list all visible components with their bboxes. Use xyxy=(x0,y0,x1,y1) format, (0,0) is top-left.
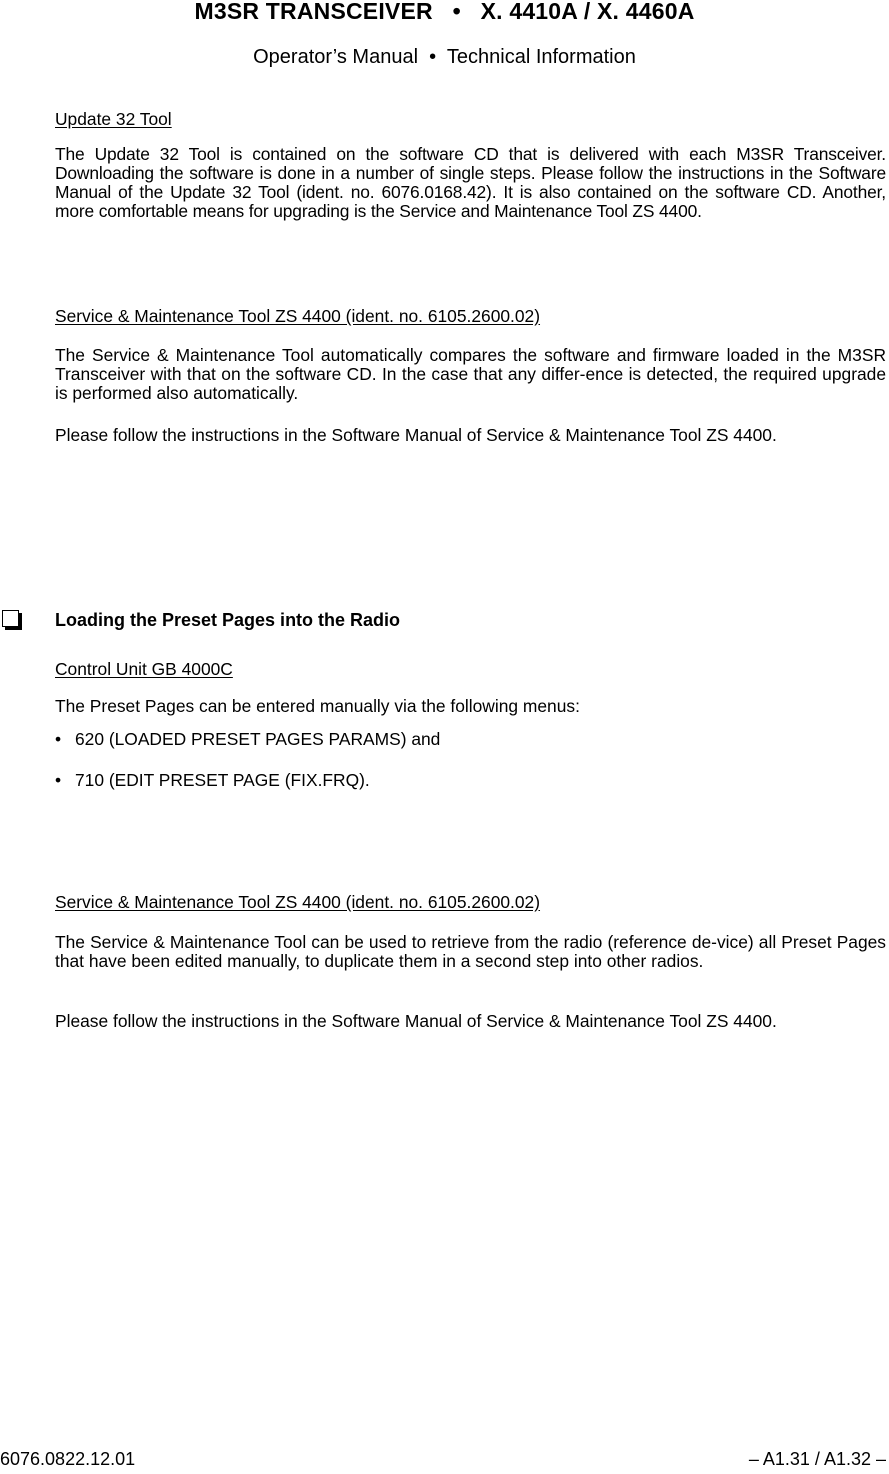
preset-section-heading: Loading the Preset Pages into the Radio xyxy=(55,610,401,630)
update-tool-heading xyxy=(55,110,886,129)
smt-paragraph-1b: Please follow the instructions in the Software Manual of Service & Maintenance Tool ZS 4400. xyxy=(55,425,777,445)
bullet-item xyxy=(55,730,440,749)
bullet-text: 620 (LOADED PRESET PAGES PARAMS) and xyxy=(75,729,441,749)
checkbox-bullet-icon xyxy=(2,610,19,627)
smt-paragraph-1a: The Service & Maintenance Tool automatically compares the software and firmware loaded in the M3SR Transceiver with that on the software CD. In the case that any differ-ence is detected, the required upgrade is performed also automatically. xyxy=(55,345,886,403)
smt-paragraph-2b: Please follow the instructions in the Software Manual of Service & Maintenance Tool ZS 4400. xyxy=(55,1011,777,1031)
footer-doc-number: 6076.0822.12.01 xyxy=(0,1449,136,1469)
bullet-dot-icon: • xyxy=(55,770,62,790)
bullet-item xyxy=(55,771,370,790)
smt-heading-2-text: Service & Maintenance Tool ZS 4400 (ident. no. 6105.2600.02) xyxy=(55,892,541,912)
smt-paragraph-2a: The Service & Maintenance Tool can be used to retrieve from the radio (reference de-vice) all Preset Pages that have been edited manually, to duplicate them in a second step into other radios. xyxy=(55,932,886,971)
preset-intro: The Preset Pages can be entered manually via the following menus: xyxy=(55,696,580,716)
page-subtitle: Operator’s Manual • Technical Information xyxy=(253,46,636,68)
bullet-dot-icon: • xyxy=(55,729,62,749)
update-tool-paragraph: The Update 32 Tool is contained on the software CD that is delivered with each M3SR Transceiver. Downloading the software is done in a number of single steps. Please follow the instructions in the Software Manual of the Update 32 Tool (ident. no. 6076.0168.42). It is also contained on the software CD. Another, more comfortable means for upgrading is the Service and Maintenance Tool ZS 4400. xyxy=(55,144,886,221)
smt-heading-2 xyxy=(55,893,886,912)
footer-page-number: – A1.31 / A1.32 – xyxy=(748,1449,886,1469)
smt-heading-1-text: Service & Maintenance Tool ZS 4400 (ident. no. 6105.2600.02) xyxy=(55,306,541,326)
page-title: M3SR TRANSCEIVER • X. 4410A / X. 4460A xyxy=(194,0,695,24)
control-unit-heading xyxy=(55,660,886,679)
control-unit-heading-text: Control Unit GB 4000C xyxy=(55,659,233,679)
smt-heading-1 xyxy=(55,307,886,326)
update-tool-heading-text: Update 32 Tool xyxy=(55,109,172,129)
bullet-text: 710 (EDIT PRESET PAGE (FIX.FRQ). xyxy=(75,770,370,790)
